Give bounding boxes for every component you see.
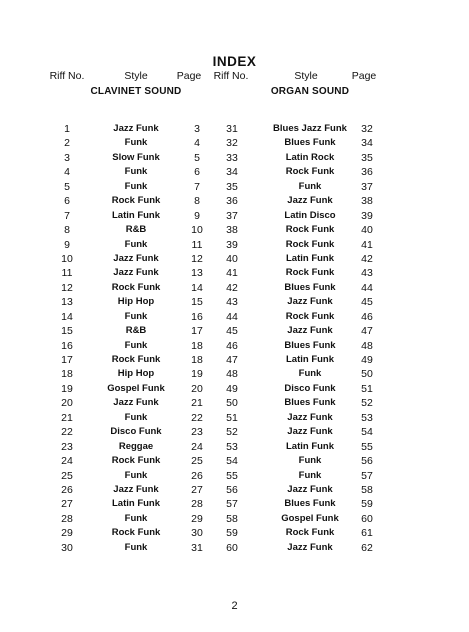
cell-style-2: Latin Funk <box>285 354 335 365</box>
cell-page-2: 58 <box>361 483 373 496</box>
page-title: INDEX <box>212 54 257 69</box>
table-row <box>0 513 469 527</box>
cell-riff-no-2: 60 <box>226 541 238 554</box>
cell-riff-no: 11 <box>61 267 73 280</box>
cell-page: 12 <box>191 252 203 265</box>
cell-page-2: 49 <box>361 354 373 366</box>
cell-riff-no: 15 <box>61 325 73 338</box>
table-row <box>0 368 469 382</box>
cell-riff-no: 29 <box>61 527 73 540</box>
cell-riff-no-2: 59 <box>226 527 238 540</box>
cell-style-2: Jazz Funk <box>287 325 333 337</box>
cell-riff-no: 7 <box>64 209 70 222</box>
cell-page: 9 <box>194 209 200 222</box>
table-row <box>0 152 469 166</box>
cell-page-2: 51 <box>361 382 373 395</box>
cell-riff-no: 26 <box>61 483 73 496</box>
cell-page-2: 52 <box>361 397 373 410</box>
table-row <box>0 354 469 368</box>
cell-riff-no-2: 42 <box>226 281 238 294</box>
cell-page-2: 37 <box>361 180 373 193</box>
header-style: Style <box>124 70 148 82</box>
cell-page: 11 <box>191 238 203 251</box>
cell-style: Hip Hop <box>117 368 155 380</box>
table-row <box>0 210 469 224</box>
cell-page: 18 <box>191 354 203 366</box>
cell-page-2: 55 <box>361 440 373 453</box>
cell-page-2: 40 <box>361 224 373 237</box>
cell-riff-no-2: 41 <box>226 267 238 280</box>
cell-riff-no-2: 35 <box>226 180 238 193</box>
cell-page: 14 <box>191 281 203 294</box>
table-row <box>0 397 469 411</box>
table-row <box>0 239 469 253</box>
cell-riff-no: 6 <box>64 195 70 208</box>
cell-riff-no-2: 39 <box>226 238 238 251</box>
cell-page-2: 35 <box>361 151 373 164</box>
table-row <box>0 470 469 484</box>
cell-style: Funk <box>124 512 148 524</box>
cell-riff-no: 17 <box>61 354 73 366</box>
table-row <box>0 412 469 426</box>
cell-page: 3 <box>194 123 200 135</box>
cell-riff-no: 16 <box>61 339 73 352</box>
cell-style-2: Funk <box>298 455 322 467</box>
cell-page: 19 <box>191 368 203 381</box>
cell-riff-no: 21 <box>61 411 73 424</box>
cell-style: Jazz Funk <box>113 397 159 409</box>
cell-riff-no-2: 47 <box>226 354 238 366</box>
cell-riff-no-2: 43 <box>226 296 238 309</box>
cell-page-2: 36 <box>361 166 373 179</box>
cell-page-2: 48 <box>361 339 373 352</box>
cell-page: 20 <box>191 382 203 395</box>
cell-riff-no: 27 <box>61 498 73 511</box>
cell-style-2: Jazz Funk <box>287 426 333 438</box>
cell-page-2: 32 <box>361 123 373 135</box>
table-row <box>0 498 469 512</box>
cell-riff-no-2: 33 <box>226 151 238 164</box>
cell-riff-no-2: 34 <box>226 166 238 179</box>
cell-page: 13 <box>191 267 203 280</box>
cell-style: Funk <box>124 238 148 250</box>
cell-style: Funk <box>124 469 148 481</box>
cell-style: Rock Funk <box>111 281 161 293</box>
cell-riff-no: 3 <box>64 151 70 164</box>
cell-style-2: Blues Funk <box>284 397 336 409</box>
cell-page: 4 <box>194 137 200 150</box>
cell-riff-no-2: 56 <box>226 483 238 496</box>
cell-style-2: Jazz Funk <box>287 541 333 553</box>
cell-riff-no: 23 <box>61 440 73 453</box>
table-row <box>0 267 469 281</box>
cell-riff-no-2: 50 <box>226 397 238 410</box>
cell-page: 24 <box>191 440 203 453</box>
table-row <box>0 426 469 440</box>
cell-style-2: Blues Jazz Funk <box>273 123 347 134</box>
cell-style-2: Rock Funk <box>285 238 335 250</box>
cell-page: 15 <box>191 296 203 309</box>
cell-riff-no-2: 46 <box>226 339 238 352</box>
cell-page: 26 <box>191 469 203 482</box>
cell-page-2: 39 <box>361 209 373 222</box>
cell-riff-no-2: 57 <box>226 498 238 511</box>
cell-page: 28 <box>191 498 203 511</box>
table-row <box>0 383 469 397</box>
cell-style: Funk <box>124 166 148 178</box>
cell-style-2: Funk <box>298 368 322 380</box>
section-clavinet-sound: CLAVINET SOUND <box>90 86 182 97</box>
cell-style-2: Latin Disco <box>284 209 336 221</box>
cell-riff-no-2: 51 <box>226 411 238 424</box>
cell-page: 10 <box>191 224 203 237</box>
cell-style: Slow Funk <box>112 151 160 163</box>
cell-riff-no: 20 <box>61 397 73 410</box>
cell-riff-no: 30 <box>61 541 73 554</box>
cell-style: Rock Funk <box>111 354 161 365</box>
cell-style: R&B <box>125 224 147 236</box>
cell-style-2: Funk <box>298 469 322 481</box>
cell-page-2: 47 <box>361 325 373 338</box>
cell-page-2: 54 <box>361 426 373 439</box>
cell-riff-no: 2 <box>64 137 70 150</box>
cell-page-2: 34 <box>361 137 373 150</box>
cell-style: Reggae <box>118 440 154 452</box>
cell-style: Jazz Funk <box>113 483 159 495</box>
cell-riff-no-2: 38 <box>226 224 238 237</box>
header-style-2: Style <box>294 70 318 82</box>
table-row <box>0 253 469 267</box>
cell-page-2: 45 <box>361 296 373 309</box>
cell-riff-no: 8 <box>64 224 70 237</box>
cell-page-2: 41 <box>361 238 373 251</box>
cell-riff-no: 24 <box>61 455 73 468</box>
cell-page-2: 42 <box>361 252 373 265</box>
cell-style: Funk <box>124 541 148 553</box>
cell-riff-no-2: 48 <box>226 368 238 381</box>
cell-riff-no: 12 <box>61 281 73 294</box>
cell-riff-no-2: 54 <box>226 455 238 468</box>
cell-style-2: Jazz Funk <box>287 411 333 423</box>
cell-page: 29 <box>191 512 203 525</box>
cell-style: Jazz Funk <box>113 252 159 264</box>
cell-style: Rock Funk <box>111 455 161 467</box>
cell-riff-no: 13 <box>61 296 73 309</box>
cell-page: 22 <box>191 411 203 424</box>
cell-page-2: 56 <box>361 455 373 468</box>
cell-riff-no-2: 31 <box>226 123 238 135</box>
cell-page: 31 <box>191 541 203 554</box>
cell-riff-no-2: 45 <box>226 325 238 338</box>
cell-style-2: Blues Funk <box>284 281 336 293</box>
cell-riff-no-2: 36 <box>226 195 238 208</box>
table-row <box>0 195 469 209</box>
cell-riff-no-2: 49 <box>226 382 238 395</box>
table-row <box>0 441 469 455</box>
cell-style-2: Jazz Funk <box>287 195 333 207</box>
table-row <box>0 123 469 137</box>
cell-style-2: Latin Funk <box>285 440 335 452</box>
cell-riff-no: 19 <box>61 382 73 395</box>
cell-style: Funk <box>124 137 148 149</box>
cell-riff-no: 25 <box>61 469 73 482</box>
cell-style: Jazz Funk <box>113 123 159 134</box>
cell-style: Hip Hop <box>117 296 155 308</box>
cell-page-2: 60 <box>361 512 373 525</box>
cell-style: Latin Funk <box>111 209 161 221</box>
cell-style-2: Disco Funk <box>284 382 336 394</box>
cell-style: Jazz Funk <box>113 267 159 279</box>
cell-style-2: Blues Funk <box>284 498 336 510</box>
cell-style: Latin Funk <box>111 498 161 510</box>
cell-style-2: Latin Rock <box>285 151 335 163</box>
cell-page: 27 <box>191 483 203 496</box>
cell-page: 17 <box>191 325 203 338</box>
cell-riff-no-2: 55 <box>226 469 238 482</box>
cell-style: R&B <box>125 325 147 337</box>
cell-style-2: Jazz Funk <box>287 483 333 495</box>
cell-riff-no-2: 40 <box>226 252 238 265</box>
table-row <box>0 325 469 339</box>
cell-style: Disco Funk <box>110 426 162 438</box>
cell-page-2: 44 <box>361 281 373 294</box>
cell-riff-no: 9 <box>64 238 70 251</box>
cell-riff-no: 18 <box>61 368 73 381</box>
cell-style-2: Jazz Funk <box>287 296 333 308</box>
header-page: Page <box>176 70 202 82</box>
cell-style-2: Gospel Funk <box>281 512 339 524</box>
cell-page-2: 38 <box>361 195 373 208</box>
cell-page-2: 43 <box>361 267 373 280</box>
cell-riff-no: 14 <box>61 310 73 323</box>
table-row <box>0 455 469 469</box>
cell-page: 25 <box>191 455 203 468</box>
cell-riff-no: 10 <box>61 252 73 265</box>
cell-page: 5 <box>194 151 200 164</box>
cell-style-2: Rock Funk <box>285 267 335 279</box>
cell-riff-no-2: 37 <box>226 209 238 222</box>
cell-riff-no: 22 <box>61 426 73 439</box>
cell-page: 7 <box>194 180 200 193</box>
cell-page: 30 <box>191 527 203 540</box>
cell-riff-no: 4 <box>64 166 70 179</box>
cell-style: Rock Funk <box>111 527 161 539</box>
cell-style-2: Blues Funk <box>284 137 336 149</box>
cell-riff-no-2: 53 <box>226 440 238 453</box>
cell-page: 8 <box>194 195 200 208</box>
table-row <box>0 282 469 296</box>
cell-style: Funk <box>124 180 148 192</box>
cell-style-2: Rock Funk <box>285 527 335 539</box>
header-riff-no-2: Riff No. <box>213 70 249 82</box>
cell-style-2: Blues Funk <box>284 339 336 351</box>
table-row <box>0 166 469 180</box>
table-row <box>0 296 469 310</box>
cell-page: 6 <box>194 166 200 179</box>
cell-page: 21 <box>191 397 203 410</box>
cell-page-2: 46 <box>361 310 373 323</box>
cell-page-2: 50 <box>361 368 373 381</box>
cell-riff-no-2: 58 <box>226 512 238 525</box>
table-row <box>0 484 469 498</box>
cell-style-2: Rock Funk <box>285 166 335 178</box>
cell-style: Funk <box>124 411 148 423</box>
cell-page-2: 62 <box>361 541 373 554</box>
cell-page-2: 61 <box>361 527 373 540</box>
cell-style: Funk <box>124 339 148 351</box>
table-row <box>0 311 469 325</box>
cell-riff-no-2: 52 <box>226 426 238 439</box>
section-organ-sound: ORGAN SOUND <box>270 86 350 97</box>
cell-page-2: 57 <box>361 469 373 482</box>
cell-page: 18 <box>191 339 203 352</box>
cell-page-2: 59 <box>361 498 373 511</box>
cell-page: 16 <box>191 310 203 323</box>
page-number: 2 <box>231 600 238 612</box>
table-row <box>0 527 469 541</box>
table-row <box>0 181 469 195</box>
cell-riff-no-2: 44 <box>226 310 238 323</box>
header-riff-no: Riff No. <box>49 70 85 82</box>
header-page-2: Page <box>351 70 377 82</box>
cell-riff-no-2: 32 <box>226 137 238 150</box>
cell-style-2: Rock Funk <box>285 310 335 322</box>
cell-riff-no: 1 <box>64 123 70 135</box>
cell-style-2: Funk <box>298 180 322 192</box>
cell-page: 23 <box>191 426 203 439</box>
cell-style: Rock Funk <box>111 195 161 207</box>
cell-riff-no: 28 <box>61 512 73 525</box>
cell-style-2: Rock Funk <box>285 224 335 236</box>
table-row <box>0 224 469 238</box>
cell-style: Funk <box>124 310 148 322</box>
table-row <box>0 137 469 151</box>
index-table <box>0 123 469 556</box>
cell-page-2: 53 <box>361 411 373 424</box>
cell-riff-no: 5 <box>64 180 70 193</box>
table-row <box>0 542 469 556</box>
table-row <box>0 340 469 354</box>
cell-style-2: Latin Funk <box>285 252 335 264</box>
cell-style: Gospel Funk <box>107 382 165 394</box>
